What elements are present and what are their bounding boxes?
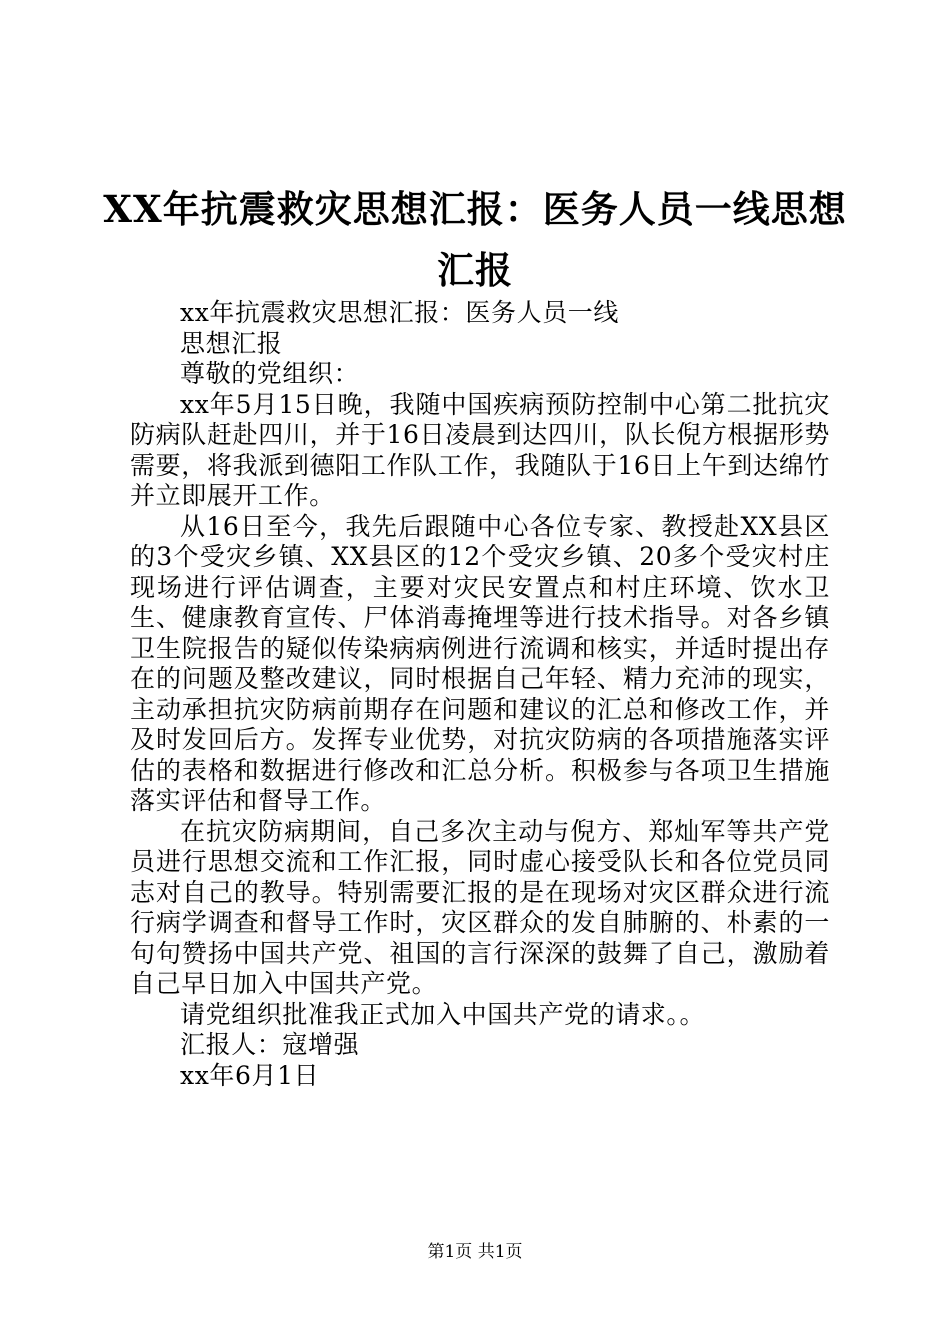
signature-line: 汇报人：寇增强 [180,1030,360,1059]
paragraph: 从16日至今，我先后跟随中心各位专家、教授赴XX县区的3个受灾乡镇、XX县区的12个受灾乡镇、20多个受灾村庄现场进行评估调查，主要对灾民安置点和村庄环境、饮水卫生、健康教育宣传、尸体消毒掩埋等进行技术指导。对各乡镇卫生院报告的疑似传染病病例进行流调和核实，并适时提出存在的问题及整改建议，同时根据自己年轻、精力充沛的现实，主动承担抗灾防病前期存在问题和建议的汇总和修改工作，并及时发回后方。发挥专业优势，对抗灾防病的各项措施落实评估的表格和数据进行修改和汇总分析。积极参与各项卫生措施落实评估和督导工作。 [130,511,830,815]
subtitle-line-2: 思想汇报 [180,328,283,358]
paragraph: xx年5月15日晚，我随中国疾病预防控制中心第二批抗灾防病队赶赴四川，并于16日凌晨到达四川，队长倪方根据形势需要，将我派到德阳工作队工作，我随队于16日上午到达绵竹并立即展开工作。 [130,389,830,510]
salutation: 尊敬的党组织： [180,359,360,388]
page-footer: 第1页 共1页 [427,1242,523,1262]
date-line: xx年6月1日 [180,1060,320,1090]
paragraph: 在抗灾防病期间，自己多次主动与倪方、郑灿军等共产党员进行思想交流和工作汇报，同时虚心接受队长和各位党员同志对自己的教导。特别需要汇报的是在现场对灾区群众进行流行病学调查和督导工作时，灾区群众的发自肺腑的、朴素的一句句赞扬中国共产党、祖国的言行深深的鼓舞了自己，激励着自己早日加入中国共产党。 [130,816,830,998]
document-title-line-2: 汇报 [437,248,513,292]
closing-request: 请党组织批准我正式加入中国共产党的请求。。 [180,999,706,1029]
subtitle-line-1: xx年抗震救灾思想汇报：医务人员一线 [180,298,619,327]
document-body [130,298,830,1091]
document-title-line-1: XX年抗震救灾思想汇报：医务人员一线思想 [103,187,847,231]
